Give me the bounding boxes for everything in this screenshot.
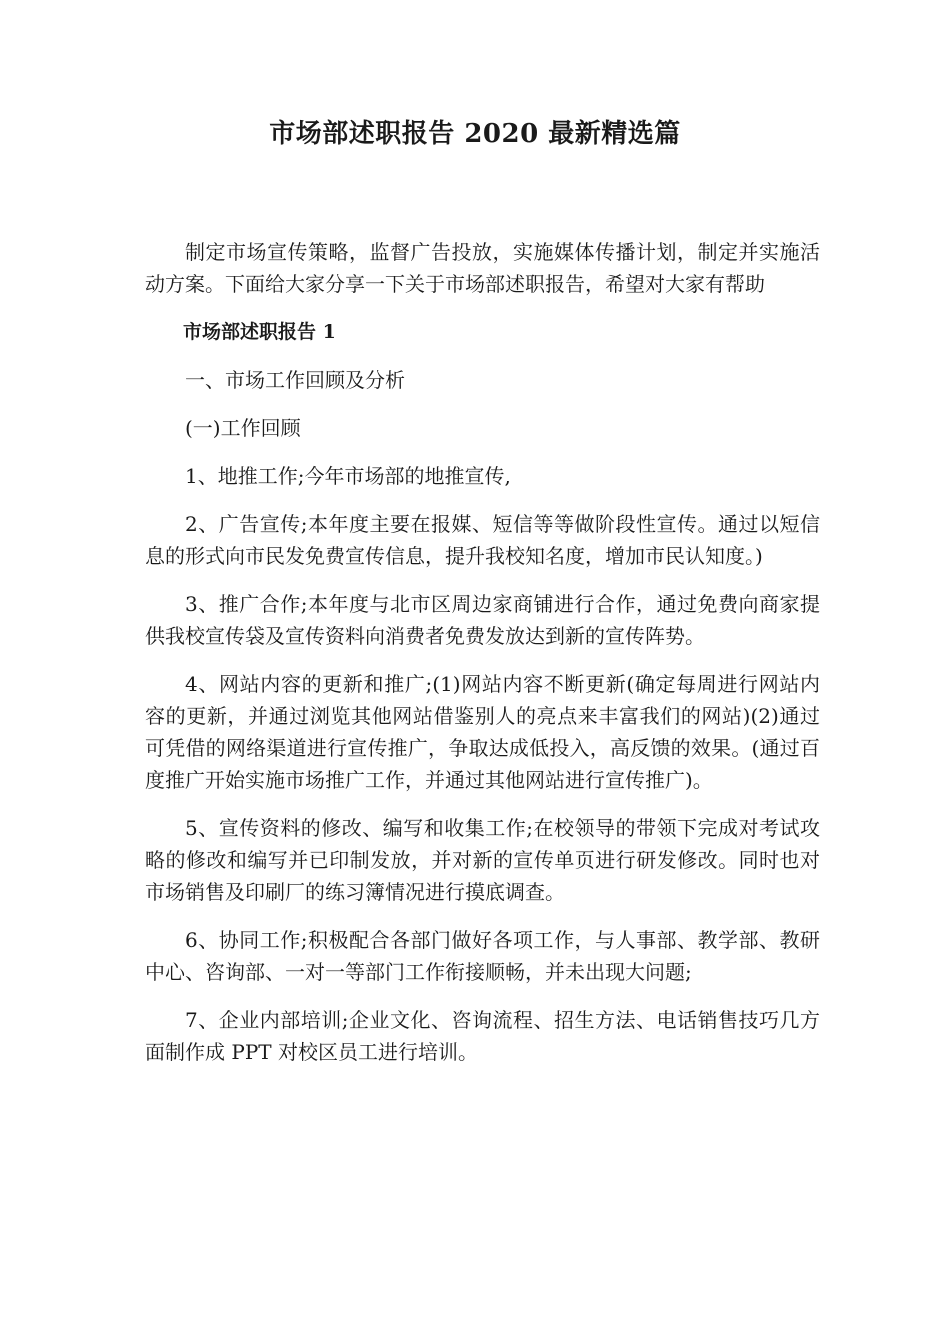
list-item-3: 3、推广合作;本年度与北市区周边家商铺进行合作，通过免费向商家提供我校宣传袋及宣传资料向消费者免费发放达到新的宣传阵势。 [145,592,820,648]
list-item-5: 5、宣传资料的修改、编写和收集工作;在校领导的带领下完成对考试攻略的修改和编写并已印制发放，并对新的宣传单页进行研发修改。同时也对市场销售及印刷厂的练习簿情况进行摸底调查。 [145,816,820,904]
document-body [145,236,820,1084]
list-item-2: 2、广告宣传;本年度主要在报媒、短信等等做阶段性宣传。通过以短信息的形式向市民发免费宣传信息，提升我校知名度，增加市民认知度。) [145,512,820,568]
list-item-7: 7、企业内部培训;企业文化、咨询流程、招生方法、电话销售技巧几方面制作成 PPT 对校区员工进行培训。 [145,1008,820,1064]
subsection-subheading: (一)工作回顾 [185,416,301,440]
list-item-4: 4、网站内容的更新和推广;(1)网站内容不断更新(确定每周进行网站内容的更新，并通过浏览其他网站借鉴别人的亮点来丰富我们的网站)(2)通过可凭借的网络渠道进行宣传推广，争取达成低投入，高反馈的效果。(通过百度推广开始实施市场推广工作，并通过其他网站进行宣传推广)。 [145,672,820,792]
subsection-heading: 一、市场工作回顾及分析 [185,368,405,392]
intro-paragraph: 制定市场宣传策略，监督广告投放，实施媒体传播计划，制定并实施活动方案。下面给大家分享一下关于市场部述职报告，希望对大家有帮助 [145,240,820,296]
section-heading: 市场部述职报告 1 [183,321,336,343]
list-item-6: 6、协同工作;积极配合各部门做好各项工作，与人事部、教学部、教研中心、咨询部、一对一等部门工作衔接顺畅，并未出现大问题; [145,928,820,984]
list-item-1: 1、地推工作;今年市场部的地推宣传, [185,464,511,488]
document-title: 市场部述职报告 2020 最新精选篇 [269,119,681,149]
